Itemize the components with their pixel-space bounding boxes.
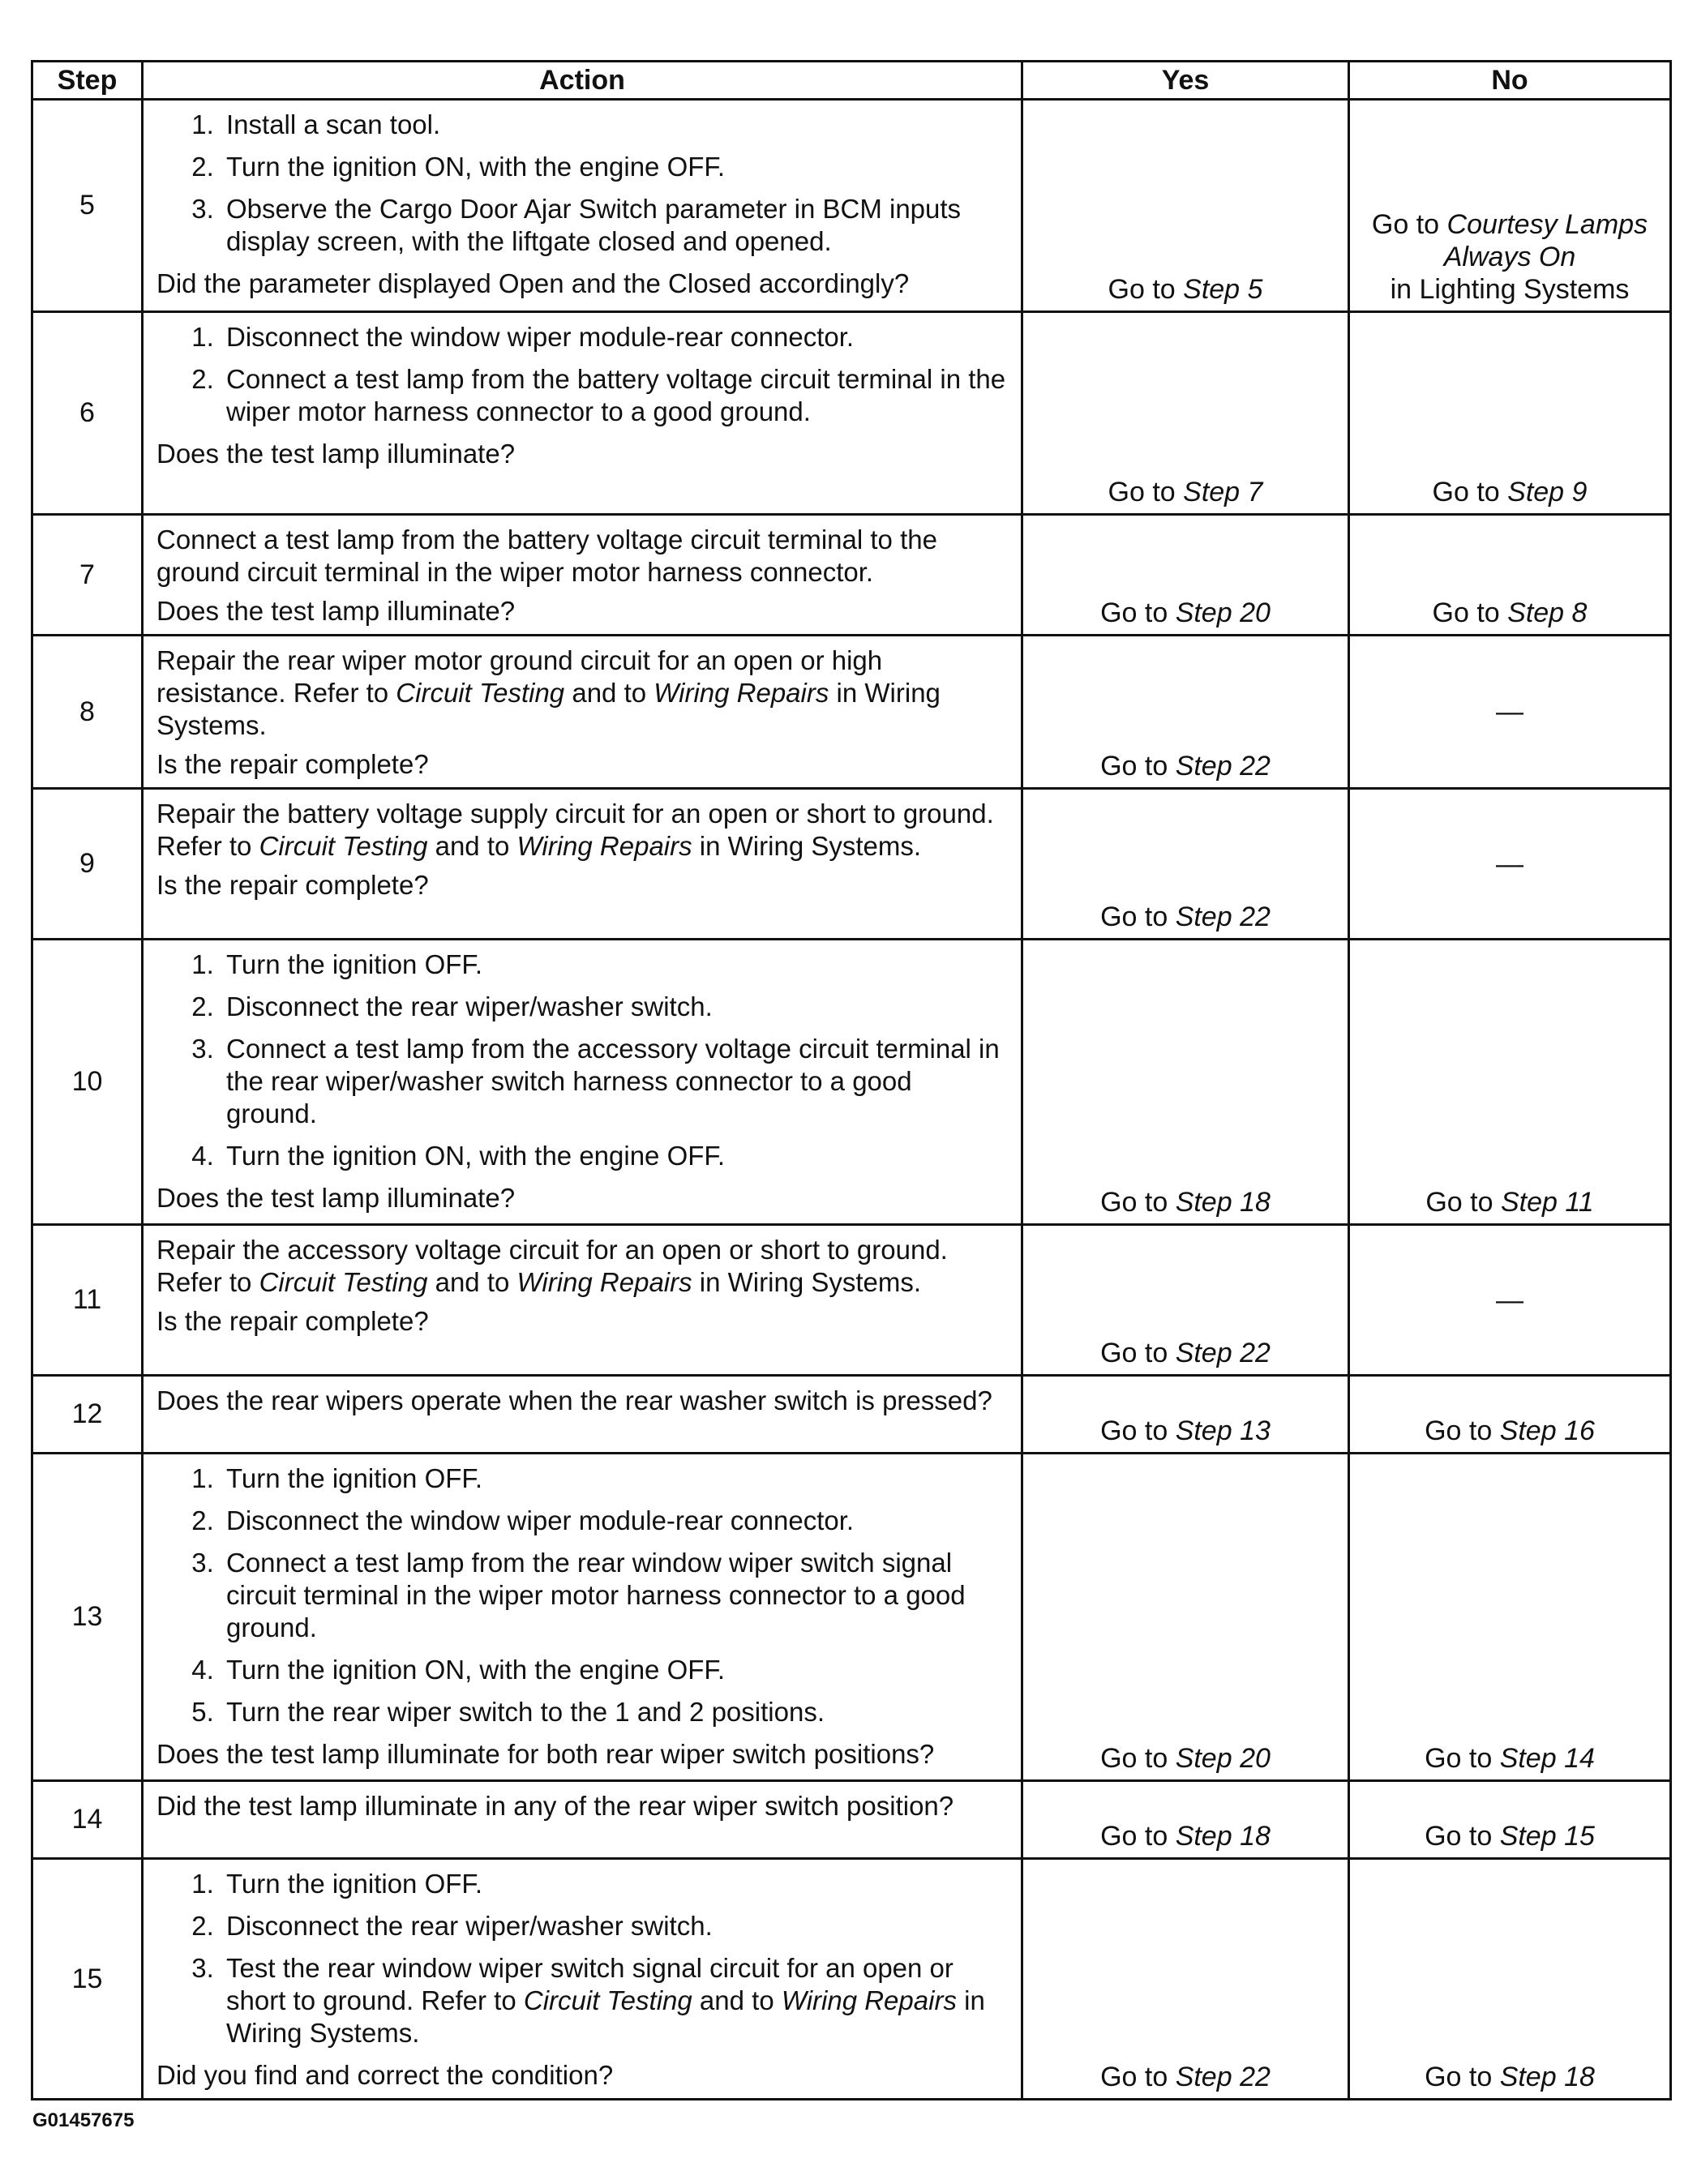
action-item: 2. Disconnect the window wiper module-rear connector.	[221, 1505, 1009, 1537]
action-cell	[143, 636, 1022, 789]
action-list	[156, 321, 1009, 428]
action-item: 3. Test the rear window wiper switch signal circuit for an open or short to ground. Refer to Circuit Testing and to Wiring Repairs in Wiring Systems.	[221, 1952, 1009, 2049]
no-cell: Go to Step 18	[1349, 1859, 1671, 2100]
action-item: 2. Disconnect the rear wiper/washer switch.	[221, 1910, 1009, 1942]
no-cell: Go to Step 8	[1349, 515, 1671, 636]
reference-link[interactable]: Circuit Testing	[523, 1985, 692, 2015]
step-link[interactable]: Step 18	[1499, 2062, 1595, 2092]
action-item: 2. Disconnect the rear wiper/washer switch.	[221, 991, 1009, 1023]
step-number: 15	[32, 1859, 143, 2100]
action-cell	[143, 1781, 1022, 1859]
step-link[interactable]: Step 18	[1175, 1821, 1271, 1852]
step-link[interactable]: Step 11	[1500, 1187, 1594, 1218]
step-link[interactable]: Step 20	[1175, 597, 1271, 628]
section-link[interactable]: Courtesy Lamps Always On	[1443, 209, 1648, 272]
reference-link[interactable]: Circuit Testing	[259, 1267, 428, 1297]
action-text: Repair the rear wiper motor ground circuit for an open or high resistance. Refer to Circuit Testing and to Wiring Repairs in Wiring Systems.	[156, 645, 941, 740]
step-link[interactable]: Step 13	[1175, 1415, 1271, 1446]
action-list	[156, 1868, 1009, 2049]
table-row	[32, 1376, 1671, 1454]
action-cell	[143, 789, 1022, 940]
action-question: Does the rear wipers operate when the rear washer switch is pressed?	[156, 1385, 992, 1415]
action-cell	[143, 312, 1022, 515]
step-link[interactable]: Step 22	[1175, 751, 1271, 782]
action-cell	[143, 1376, 1022, 1454]
action-item: 1. Turn the ignition OFF.	[221, 949, 1009, 981]
table-row	[32, 312, 1671, 515]
action-text: Repair the accessory voltage circuit for an open or short to ground. Refer to Circuit Testing and to Wiring Repairs in Wiring Systems.	[156, 1235, 948, 1297]
yes-cell: Go to Step 22	[1022, 636, 1349, 789]
action-item: 1. Turn the ignition OFF.	[221, 1868, 1009, 1900]
header-step: Step	[32, 62, 143, 100]
no-cell: —	[1349, 1225, 1671, 1376]
yes-cell: Go to Step 22	[1022, 1859, 1349, 2100]
action-list	[156, 949, 1009, 1172]
reference-link[interactable]: Wiring Repairs	[654, 678, 829, 708]
action-question: Is the repair complete?	[156, 749, 429, 779]
figure-id: G01457675	[32, 2109, 135, 2131]
step-link[interactable]: Step 8	[1507, 597, 1588, 628]
table-row	[32, 100, 1671, 312]
step-number: 14	[32, 1781, 143, 1859]
action-item: 3. Connect a test lamp from the accessory voltage circuit terminal in the rear wiper/washer switch harness connector to a good ground.	[221, 1033, 1009, 1130]
no-cell: —	[1349, 636, 1671, 789]
action-cell	[143, 1225, 1022, 1376]
action-text: Repair the battery voltage supply circuit for an open or short to ground. Refer to Circuit Testing and to Wiring Repairs in Wiring Systems.	[156, 799, 994, 861]
action-list	[156, 109, 1009, 258]
no-cell: Go to Step 15	[1349, 1781, 1671, 1859]
table-row	[32, 940, 1671, 1225]
yes-cell: Go to Step 18	[1022, 1781, 1349, 1859]
step-link[interactable]: Step 18	[1175, 1187, 1271, 1218]
no-cell: Go to Step 14	[1349, 1454, 1671, 1781]
action-cell	[143, 100, 1022, 312]
step-number: 8	[32, 636, 143, 789]
step-link[interactable]: Step 22	[1175, 2062, 1271, 2092]
table-row	[32, 1859, 1671, 2100]
header-no: No	[1349, 62, 1671, 100]
step-number: 7	[32, 515, 143, 636]
step-number: 9	[32, 789, 143, 940]
step-number: 12	[32, 1376, 143, 1454]
table-row	[32, 1454, 1671, 1781]
no-cell: Go to Step 16	[1349, 1376, 1671, 1454]
action-item: 3. Observe the Cargo Door Ajar Switch parameter in BCM inputs display screen, with the liftgate closed and opened.	[221, 193, 1009, 258]
action-question: Is the repair complete?	[156, 1306, 429, 1336]
action-question: Does the test lamp illuminate?	[156, 439, 516, 469]
yes-cell: Go to Step 5	[1022, 100, 1349, 312]
header-yes: Yes	[1022, 62, 1349, 100]
action-item: 2. Connect a test lamp from the battery voltage circuit terminal in the wiper motor harness connector to a good ground.	[221, 363, 1009, 428]
table-row	[32, 1781, 1671, 1859]
action-cell	[143, 515, 1022, 636]
diagnostic-table-sheet	[31, 60, 1669, 2100]
no-cell: Go to Step 11	[1349, 940, 1671, 1225]
reference-link[interactable]: Circuit Testing	[396, 678, 565, 708]
yes-cell: Go to Step 22	[1022, 1225, 1349, 1376]
action-question: Did the parameter displayed Open and the Closed accordingly?	[156, 268, 910, 298]
step-link[interactable]: Step 5	[1183, 274, 1263, 305]
yes-cell: Go to Step 18	[1022, 940, 1349, 1225]
table-row	[32, 515, 1671, 636]
yes-cell: Go to Step 20	[1022, 515, 1349, 636]
action-cell	[143, 940, 1022, 1225]
step-number: 10	[32, 940, 143, 1225]
reference-link[interactable]: Wiring Repairs	[516, 831, 692, 861]
action-item: 4. Turn the ignition ON, with the engine OFF.	[221, 1654, 1009, 1686]
step-link[interactable]: Step 15	[1499, 1821, 1595, 1852]
step-link[interactable]: Step 9	[1507, 477, 1588, 507]
action-cell	[143, 1859, 1022, 2100]
table-row	[32, 1225, 1671, 1376]
reference-link[interactable]: Wiring Repairs	[781, 1985, 957, 2015]
action-item: 1. Install a scan tool.	[221, 109, 1009, 141]
no-cell: Go to Courtesy Lamps Always On in Lighting Systems	[1349, 100, 1671, 312]
action-question: Did the test lamp illuminate in any of the rear wiper switch position?	[156, 1791, 954, 1821]
action-question: Does the test lamp illuminate for both rear wiper switch positions?	[156, 1739, 935, 1769]
action-question: Does the test lamp illuminate?	[156, 596, 516, 626]
yes-cell: Go to Step 22	[1022, 789, 1349, 940]
action-question: Is the repair complete?	[156, 870, 429, 900]
step-number: 11	[32, 1225, 143, 1376]
action-item: 4. Turn the ignition ON, with the engine OFF.	[221, 1140, 1009, 1172]
action-question: Did you find and correct the condition?	[156, 2060, 614, 2090]
table-row	[32, 789, 1671, 940]
step-link[interactable]: Step 16	[1499, 1415, 1595, 1446]
step-number: 13	[32, 1454, 143, 1781]
reference-link[interactable]: Circuit Testing	[259, 831, 428, 861]
yes-cell: Go to Step 20	[1022, 1454, 1349, 1781]
step-link[interactable]: Step 22	[1175, 1338, 1271, 1368]
step-number: 5	[32, 100, 143, 312]
yes-cell: Go to Step 7	[1022, 312, 1349, 515]
reference-link[interactable]: Wiring Repairs	[516, 1267, 692, 1297]
action-list	[156, 1462, 1009, 1728]
yes-cell: Go to Step 13	[1022, 1376, 1349, 1454]
action-cell	[143, 1454, 1022, 1781]
action-item: 5. Turn the rear wiper switch to the 1 and 2 positions.	[221, 1696, 1009, 1728]
header-action: Action	[143, 62, 1022, 100]
no-cell: Go to Step 9	[1349, 312, 1671, 515]
action-item: 3. Connect a test lamp from the rear window wiper switch signal circuit terminal in the wiper motor harness connector to a good ground.	[221, 1547, 1009, 1644]
action-item: 1. Turn the ignition OFF.	[221, 1462, 1009, 1495]
step-link[interactable]: Step 22	[1175, 901, 1271, 932]
step-link[interactable]: Step 7	[1183, 477, 1263, 507]
diagnostic-table	[31, 60, 1672, 2100]
action-question: Does the test lamp illuminate?	[156, 1183, 516, 1213]
step-number: 6	[32, 312, 143, 515]
action-text: Connect a test lamp from the battery voltage circuit terminal to the ground circuit terminal in the wiper motor harness connector.	[156, 525, 937, 587]
table-row	[32, 636, 1671, 789]
step-link[interactable]: Step 14	[1499, 1743, 1595, 1774]
no-cell: —	[1349, 789, 1671, 940]
action-item: 1. Disconnect the window wiper module-rear connector.	[221, 321, 1009, 353]
action-item: 2. Turn the ignition ON, with the engine OFF.	[221, 151, 1009, 183]
table-header-row	[32, 62, 1671, 100]
step-link[interactable]: Step 20	[1175, 1743, 1271, 1774]
